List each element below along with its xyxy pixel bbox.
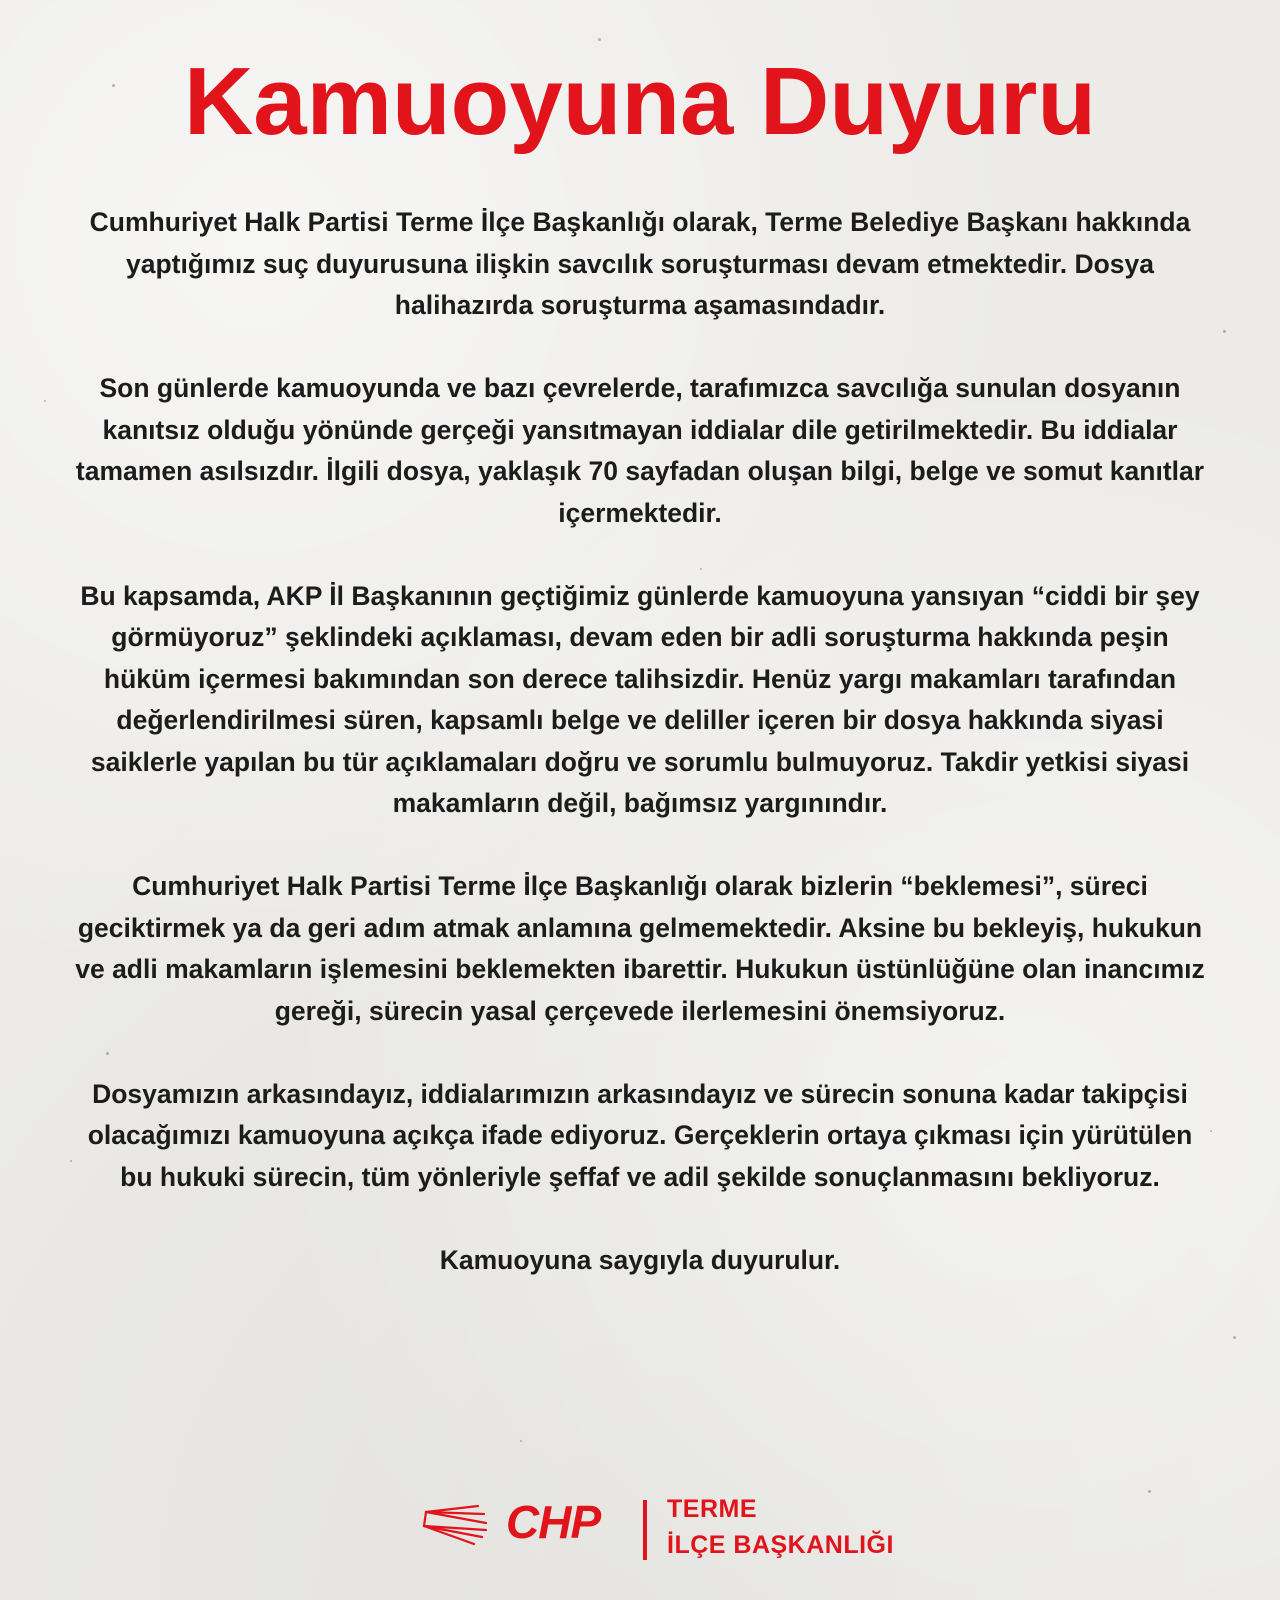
footer-office: İLÇE BAŞKANLIĞI xyxy=(667,1531,894,1559)
paper-speck xyxy=(1223,330,1226,333)
logo-divider xyxy=(643,1500,647,1560)
paper-speck xyxy=(598,38,601,41)
announcement-body xyxy=(70,202,1210,1323)
footer-logo-block xyxy=(0,1492,1280,1562)
chp-wordmark: CHP xyxy=(506,1496,601,1548)
paragraph-3: Bu kapsamda, AKP İl Başkanının geçtiğimiz günlerde kamuoyuna yansıyan “ciddi bir şey görmüyoruz” şeklindeki açıklaması, devam eden bir adli soruşturma hakkında peşin hüküm içermesi bakımından son derece talihsizdir. Henüz yargı makamları tarafından değerlendirilmesi süren, kapsamlı belge ve deliller içeren bir dosya hakkında siyasi saiklerle yapılan bu tür açıklamaları doğru ve sorumlu bulmuyoruz. Takdir yetkisi siyasi makamların değil, bağımsız yargınındır. xyxy=(80,580,1200,818)
paper-speck xyxy=(44,400,46,402)
chp-arrows-icon xyxy=(420,1504,492,1546)
paragraph-1: Cumhuriyet Halk Partisi Terme İlçe Başkanlığı olarak, Terme Belediye Başkanı hakkında yaptığımız suç duyurusuna ilişkin savcılık soruşturması devam etmektedir. Dosya halihazırda soruşturma aşamasındadır. xyxy=(89,207,1191,320)
paragraph-4: Cumhuriyet Halk Partisi Terme İlçe Başkanlığı olarak bizlerin “beklemesi”, süreci geciktirmek ya da geri adım atmak anlamına gelmemektedir. Aksine bu bekleyiş, hukukun ve adli makamların işlemesini beklemekten ibarettir. Hukukun üstünlüğüne olan inancımız gereği, sürecin yasal çerçevede ilerlemesini önemsiyoruz. xyxy=(75,871,1205,1026)
closing-line: Kamuoyuna saygıyla duyurulur. xyxy=(439,1244,841,1275)
paragraph-2: Son günlerde kamuoyunda ve bazı çevrelerde, tarafımızca savcılığa sunulan dosyanın kanıtsız olduğu yönünde gerçeği yansıtmayan iddialar dile getirilmektedir. Bu iddialar tamamen asılsızdır. İlgili dosya, yaklaşık 70 sayfadan oluşan bilgi, belge ve somut kanıtlar içermektedir. xyxy=(75,373,1205,528)
paper-speck xyxy=(520,1440,522,1442)
paragraph-5: Dosyamızın arkasındayız, iddialarımızın arkasındayız ve sürecin sonuna kadar takipçisi olacağımızı kamuoyuna açıkça ifade ediyoruz. Gerçeklerin ortaya çıkması için yürütülen bu hukuki sürecin, tüm yönleriyle şeffaf ve adil şekilde sonuçlanmasını bekliyoruz. xyxy=(87,1078,1193,1192)
paper-speck xyxy=(1233,1336,1236,1339)
paper-speck xyxy=(1210,1130,1212,1132)
footer-district: TERME xyxy=(667,1495,757,1523)
page-title: Kamuoyuna Duyuru xyxy=(183,48,1097,155)
